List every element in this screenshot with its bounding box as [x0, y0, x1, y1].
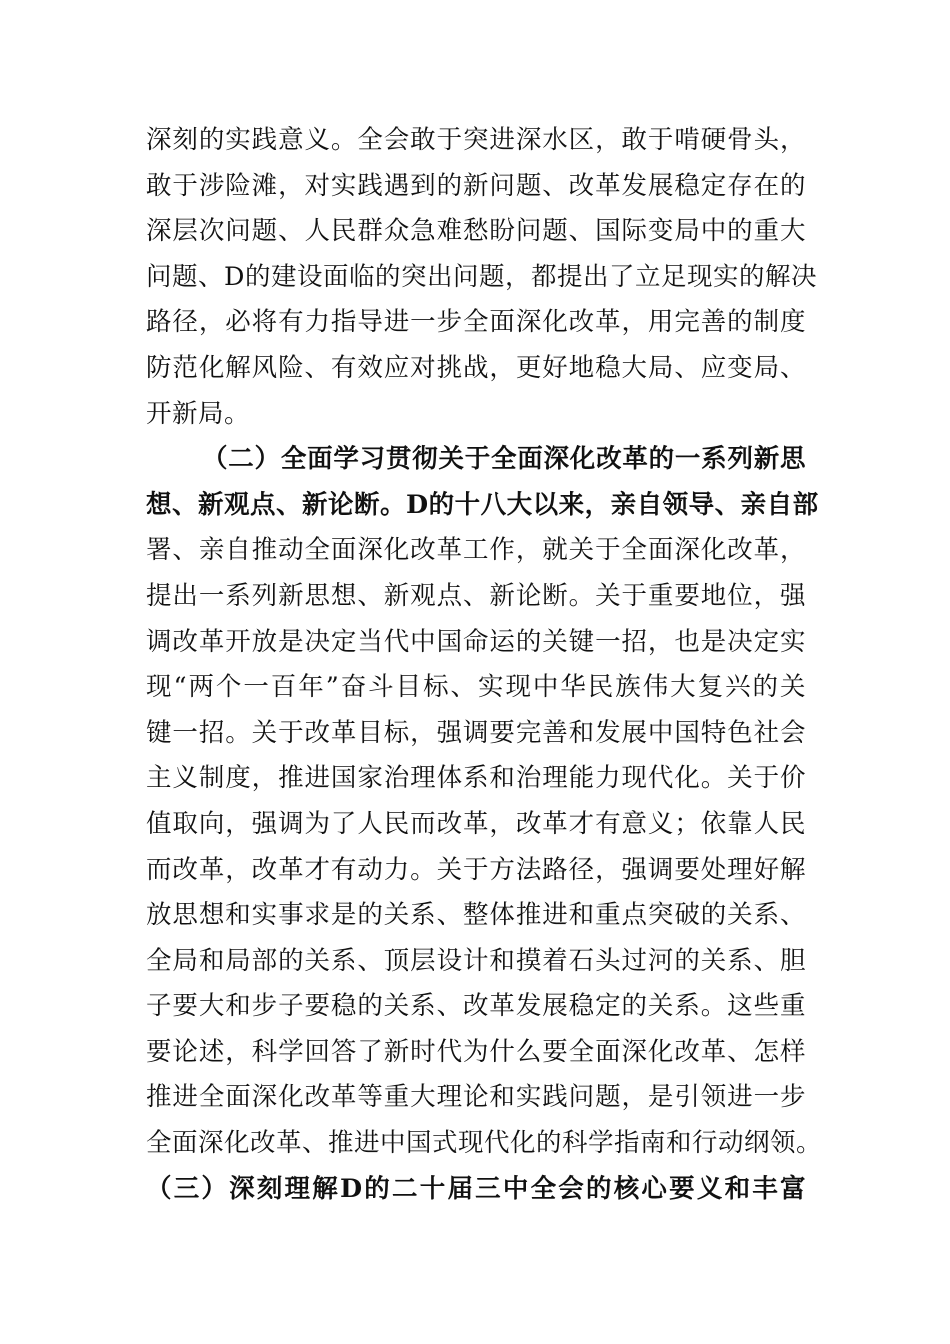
body-line-11: 提出一系列新思想、新观点、新论断。关于重要地位，强 — [146, 580, 806, 611]
body-line-18: 放思想和实事求是的关系、整体推进和重点突破的关系、 — [146, 900, 806, 931]
body-line-19: 全局和局部的关系、顶层设计和摸着石头过河的关系、胆 — [146, 945, 806, 976]
body-line-5: 路径，必将有力指导进一步全面深化改革，用完善的制度 — [146, 307, 806, 338]
body-line-3: 深层次问题、人民群众急难愁盼问题、国际变局中的重大 — [146, 216, 806, 247]
body-line-7: 开新局。 — [146, 398, 251, 429]
body-line-22: 推进全面深化改革等重大理论和实践问题，是引领进一步 — [146, 1082, 806, 1113]
section-heading-3: （三）深刻理解D的二十届三中全会的核心要义和丰富 — [146, 1173, 806, 1204]
body-line-13: 现“两个一百年”奋斗目标、实现中华民族伟大复兴的关 — [146, 672, 806, 703]
body-line-2: 敢于涉险滩，对实践遇到的新问题、改革发展稳定存在的 — [146, 170, 806, 201]
body-line-10: 署、亲自推动全面深化改革工作，就关于全面深化改革， — [146, 535, 806, 566]
section-heading-2-line-2 — [146, 483, 819, 529]
body-line-23: 全面深化改革、推进中国式现代化的科学指南和行动纲领。 — [146, 1128, 823, 1159]
body-line-21: 要论述，科学回答了新时代为什么要全面深化改革、怎样 — [146, 1036, 806, 1067]
body-line-15: 主义制度，推进国家治理体系和治理能力现代化。关于价 — [146, 763, 806, 794]
body-line-1: 深刻的实践意义。全会敢于突进深水区，敢于啃硬骨头， — [146, 125, 806, 155]
body-line-20: 子要大和步子要稳的关系、改革发展稳定的关系。这些重 — [146, 991, 806, 1022]
section-heading-2-tail: 想、新观点、新论断。D的十八大以来，亲自领导、亲自部 — [146, 489, 819, 520]
body-line-17: 而改革，改革才有动力。关于方法路径，强调要处理好解 — [146, 854, 806, 885]
body-line-14: 键一招。关于改革目标，强调要完善和发展中国特色社会 — [146, 717, 806, 748]
body-line-12: 调改革开放是决定当代中国命运的关键一招，也是决定实 — [146, 626, 806, 657]
body-line-4: 问题、D的建设面临的突出问题，都提出了立足现实的解决 — [146, 261, 817, 292]
body-line-16: 值取向，强调为了人民而改革，改革才有意义；依靠人民 — [146, 808, 806, 839]
body-line-6: 防范化解风险、有效应对挑战，更好地稳大局、应变局、 — [146, 352, 806, 383]
document-body — [146, 118, 823, 1212]
section-heading-2-line-1: （二）全面学习贯彻关于全面深化改革的一系列新思 — [202, 444, 806, 475]
